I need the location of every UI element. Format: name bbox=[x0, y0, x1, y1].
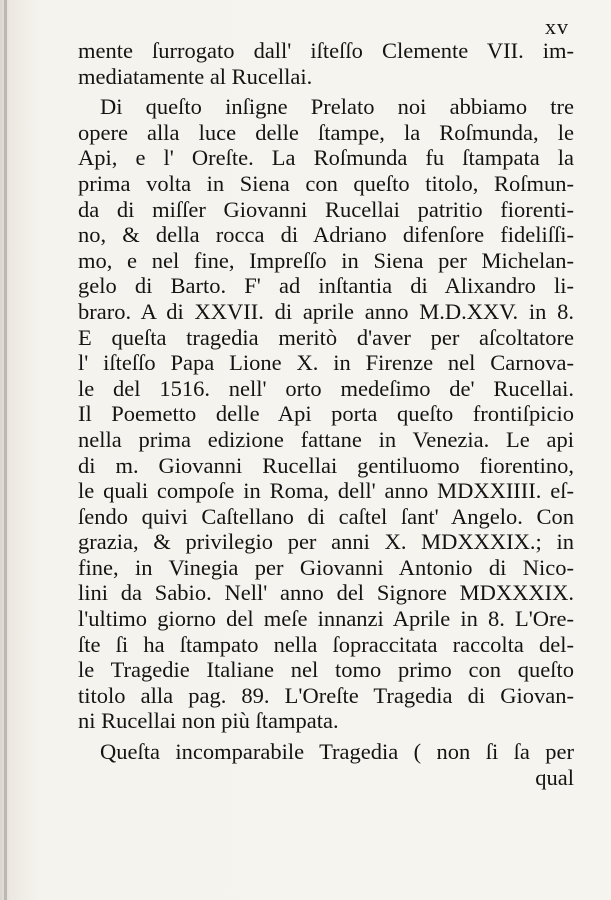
text-line: prima volta in Siena con queſto titolo, Roſmun- bbox=[78, 170, 574, 196]
text-line: titolo alla pag. 89. L'Oreſte Tragedia di Giovan- bbox=[78, 682, 574, 708]
text-line: mente ſurrogato dall' iſteſſo Clemente VII. im- bbox=[78, 38, 574, 63]
catchword: qual bbox=[535, 764, 574, 790]
text-line: ſendo quivi Caſtellano di caſtel ſant' Angelo. Con bbox=[78, 503, 574, 529]
text-line: le quali compoſe in Roma, dell' anno MDXXIIII. eſ- bbox=[78, 478, 574, 504]
text-line: di m. Giovanni Rucellai gentiluomo fiorentino, bbox=[78, 452, 574, 478]
text-line: ſte ſi ha ſtampato nella ſopraccitata raccolta del- bbox=[78, 631, 574, 657]
text-line: nella prima edizione fattane in Venezia. Le api bbox=[78, 426, 574, 452]
page-binding-edge bbox=[4, 0, 7, 900]
text-line: l'ultimo giorno del meſe innanzi Aprile in 8. L'Ore- bbox=[78, 606, 574, 632]
text-line: E queſta tragedia meritò d'aver per aſcoltatore bbox=[78, 324, 574, 350]
text-line: da di miſſer Giovanni Rucellai patritio fiorenti- bbox=[78, 196, 574, 222]
text-line: le del 1516. nell' orto medeſimo de' Rucellai. bbox=[78, 375, 574, 401]
text-line: mo, e nel fine, Impreſſo in Siena per Michelan- bbox=[78, 247, 574, 273]
text-line: lini da Sabio. Nell' anno del Signore MDXXXIX. bbox=[78, 580, 574, 606]
text-line: ni Rucellai non più ſtampata. bbox=[78, 708, 339, 734]
text-line: braro. A di XXVII. di aprile anno M.D.XXV. in 8. bbox=[78, 298, 574, 324]
body-text bbox=[78, 38, 574, 790]
text-line: Api, e l' Oreſte. La Roſmunda fu ſtampata la bbox=[78, 145, 574, 171]
text-line: Queſta incomparabile Tragedia ( non ſi ſa per bbox=[100, 739, 574, 765]
text-line: fine, in Vinegia per Giovanni Antonio di Nico- bbox=[78, 554, 574, 580]
text-line: gelo di Barto. F' ad inſtantia di Alixandro li- bbox=[78, 273, 574, 299]
page-number: xv bbox=[545, 14, 569, 39]
text-line: mediatamente al Rucellai. bbox=[78, 63, 313, 89]
text-line: le Tragedie Italiane nel tomo primo con queſto bbox=[78, 657, 574, 683]
text-line: opere alla luce delle ſtampe, la Roſmunda, le bbox=[78, 119, 574, 145]
text-line: Il Poemetto delle Api porta queſto frontiſpicio bbox=[78, 401, 574, 427]
text-line: Di queſto inſigne Prelato noi abbiamo tre bbox=[100, 94, 574, 120]
text-line: no, & della rocca di Adriano difenſore fideliſſi- bbox=[78, 222, 574, 248]
text-line: grazia, & privilegio per anni X. MDXXXIX.; in bbox=[78, 529, 574, 555]
text-line: l' iſteſſo Papa Lione X. in Firenze nel Carnova- bbox=[78, 350, 574, 376]
